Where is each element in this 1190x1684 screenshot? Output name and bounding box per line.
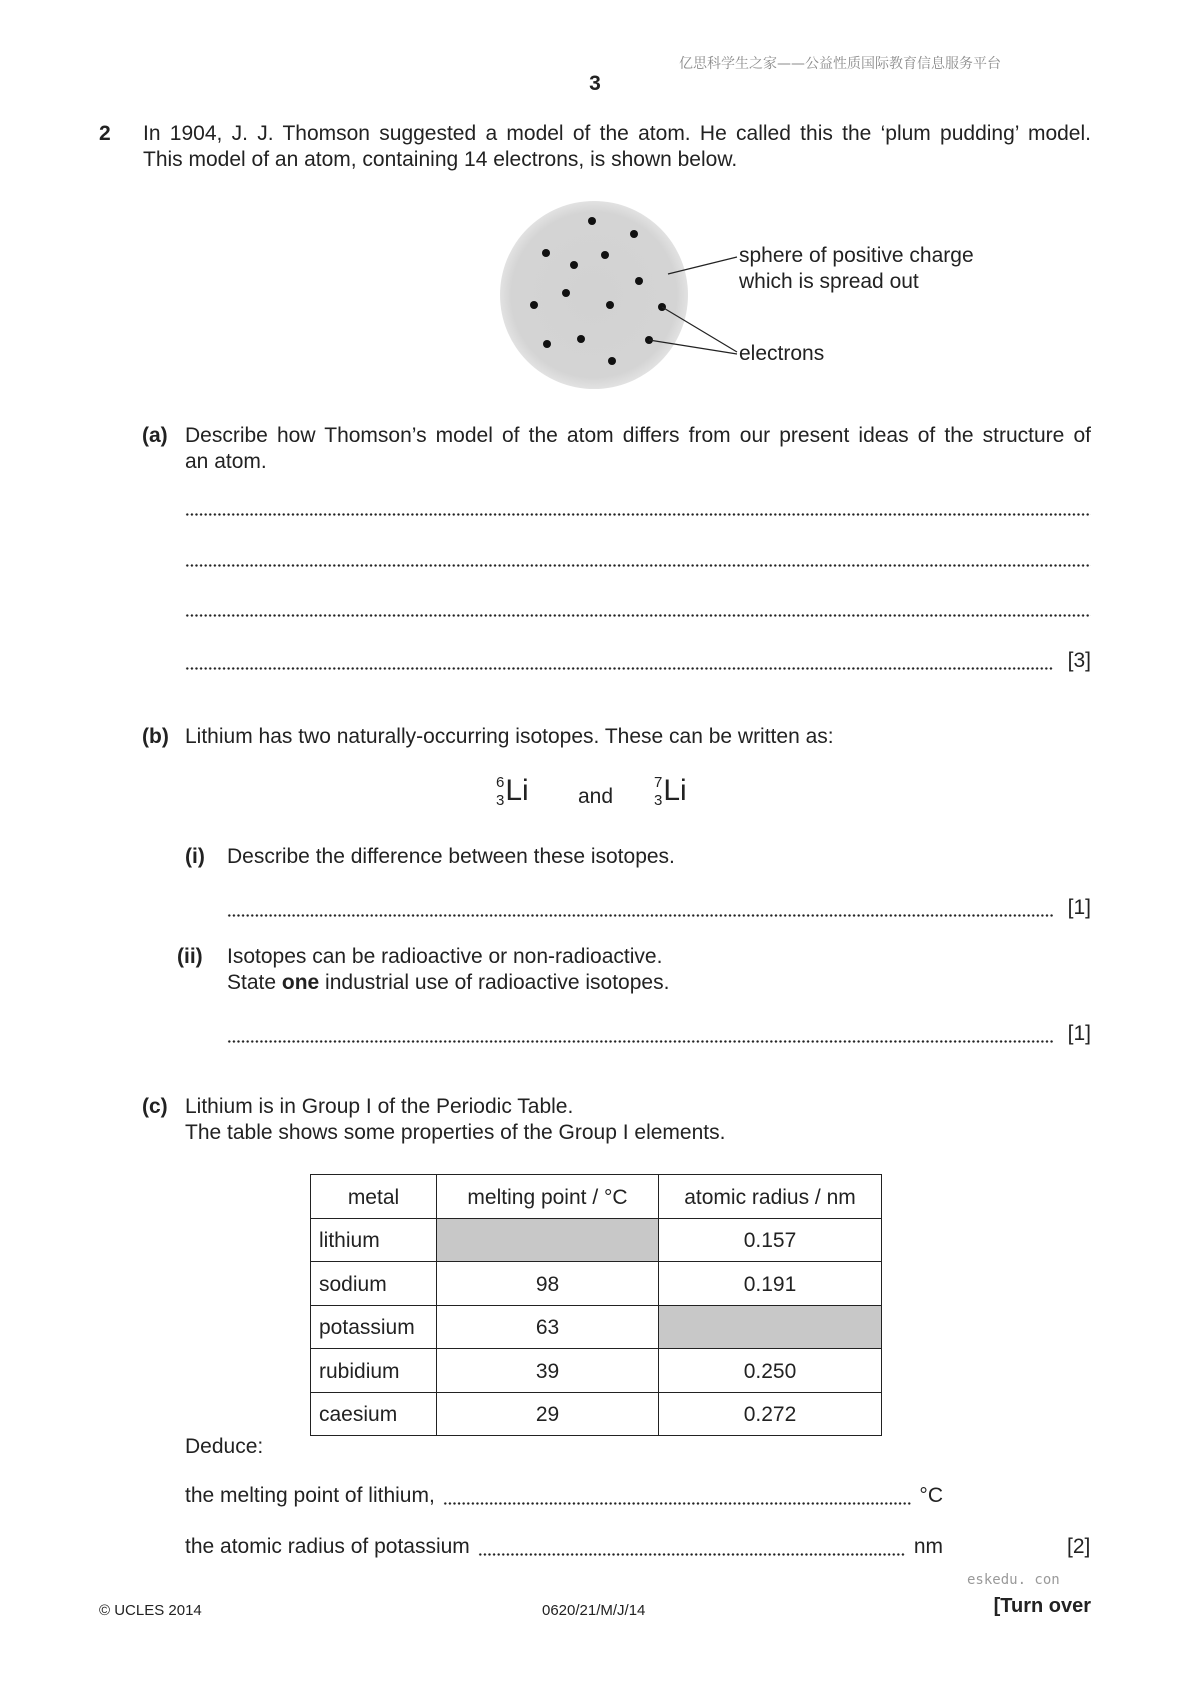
electron-dot <box>530 301 538 309</box>
positive-charge-sphere <box>500 201 688 389</box>
text-segment: State <box>227 971 282 994</box>
header-melting-point: melting point / °C <box>437 1175 659 1219</box>
electron-dot <box>606 301 614 309</box>
cell-metal: potassium <box>311 1305 437 1349</box>
deduce-unit: nm <box>913 1535 943 1558</box>
footer-turn-over: [Turn over <box>993 1595 1091 1617</box>
answer-line <box>185 545 1091 571</box>
electron-dot <box>570 261 578 269</box>
mass-number: 6 <box>496 774 505 791</box>
deduce-atomic-radius-row <box>185 1534 943 1560</box>
part-b-label: (b) <box>142 725 169 748</box>
dotted-leader <box>185 595 1091 621</box>
plum-pudding-diagram <box>0 0 1190 420</box>
deduce-prompt: the melting point of lithium, <box>185 1484 435 1507</box>
dotted-leader <box>227 895 1054 921</box>
electron-dot <box>543 340 551 348</box>
part-c-text-line-2: The table shows some properties of the Group I elements. <box>185 1121 726 1144</box>
dotted-leader <box>443 1483 912 1509</box>
deduce-melting-point-row <box>185 1483 943 1509</box>
part-b-ii-text-line-1: Isotopes can be radioactive or non-radioactive. <box>227 945 663 968</box>
dotted-leader <box>185 494 1091 520</box>
label-sphere-line-1: sphere of positive charge <box>739 244 974 267</box>
electron-dot <box>608 357 616 365</box>
table-row <box>311 1218 882 1262</box>
text-segment: industrial use of radioactive isotopes. <box>319 971 670 994</box>
question-number: 2 <box>99 122 111 145</box>
part-b-i-text: Describe the difference between these isotopes. <box>227 845 675 868</box>
cell-melting-point: 63 <box>437 1305 659 1349</box>
dotted-leader <box>478 1534 906 1560</box>
table-header-row <box>311 1175 882 1219</box>
deduce-label: Deduce: <box>185 1435 264 1458</box>
table-row <box>311 1262 882 1306</box>
electron-dot <box>601 251 609 259</box>
deduce-prompt: the atomic radius of potassium <box>185 1535 470 1558</box>
part-c-label: (c) <box>142 1095 168 1118</box>
cell-melting-point-shaded <box>437 1218 659 1262</box>
cell-metal: caesium <box>311 1392 437 1436</box>
atomic-number: 3 <box>496 792 505 809</box>
dotted-leader <box>227 1021 1054 1047</box>
footer-copyright: © UCLES 2014 <box>99 1602 202 1619</box>
part-a-text-line-1: Describe how Thomson’s model of the atom differs from our present ideas of the structure of <box>185 424 1091 447</box>
element-symbol: Li <box>505 774 529 807</box>
cell-atomic-radius-shaded <box>659 1305 882 1349</box>
footer-watermark: eskedu. con <box>967 1572 1060 1588</box>
isotope-notation <box>496 772 529 810</box>
cell-metal: rubidium <box>311 1349 437 1393</box>
answer-line <box>185 595 1091 621</box>
answer-line <box>227 895 1091 921</box>
answer-line <box>227 1021 1091 1047</box>
electron-dot <box>588 217 596 225</box>
part-a-text-line-2: an atom. <box>185 450 267 473</box>
emphasis-one: one <box>281 971 320 994</box>
cell-metal: lithium <box>311 1218 437 1262</box>
electron-dot <box>542 249 550 257</box>
isotope-notation <box>654 772 687 810</box>
label-sphere-line-2: which is spread out <box>739 270 919 293</box>
isotope-numbers <box>654 772 662 810</box>
cell-metal: sodium <box>311 1262 437 1306</box>
part-b-i-label: (i) <box>185 845 205 868</box>
mass-number: 7 <box>654 774 663 791</box>
electron-dot <box>577 335 585 343</box>
electron-dot <box>635 277 643 285</box>
table-row <box>311 1305 882 1349</box>
marks-label: [3] <box>1067 649 1091 672</box>
table-row <box>311 1349 882 1393</box>
element-symbol: Li <box>663 774 687 807</box>
table-row <box>311 1392 882 1436</box>
part-b-ii-text-line-2 <box>227 970 669 996</box>
isotope-numbers <box>496 772 504 810</box>
cell-atomic-radius: 0.157 <box>659 1218 882 1262</box>
part-b-ii-label: (ii) <box>177 945 203 968</box>
cell-melting-point: 98 <box>437 1262 659 1306</box>
footer-paper-code: 0620/21/M/J/14 <box>542 1602 646 1619</box>
part-b-text: Lithium has two naturally-occurring isotopes. These can be written as: <box>185 725 834 748</box>
label-electrons: electrons <box>739 342 825 365</box>
marks-label: [1] <box>1067 1022 1091 1045</box>
part-c-text-line-1: Lithium is in Group I of the Periodic Table. <box>185 1095 574 1118</box>
atomic-number: 3 <box>654 792 663 809</box>
answer-line <box>185 648 1091 674</box>
cell-atomic-radius: 0.272 <box>659 1392 882 1436</box>
cell-melting-point: 29 <box>437 1392 659 1436</box>
header-metal: metal <box>311 1175 437 1219</box>
electron-dot <box>630 230 638 238</box>
header-watermark: 亿思科学生之家——公益性质国际教育信息服务平台 <box>679 56 1001 72</box>
deduce-unit: °C <box>919 1484 943 1507</box>
answer-line <box>185 494 1091 520</box>
cell-melting-point: 39 <box>437 1349 659 1393</box>
marks-label: [1] <box>1067 896 1091 919</box>
page-number: 3 <box>589 72 601 95</box>
question-intro-line-1: In 1904, J. J. Thomson suggested a model of the atom. He called this the ‘plum pudding’ model. <box>143 122 1091 145</box>
group-i-properties-table <box>310 1174 882 1436</box>
part-a-label: (a) <box>142 424 168 447</box>
dotted-leader <box>185 545 1091 571</box>
isotope-conjunction: and <box>578 785 614 808</box>
dotted-leader <box>185 648 1054 674</box>
marks-label: [2] <box>1067 1535 1091 1558</box>
cell-atomic-radius: 0.250 <box>659 1349 882 1393</box>
cell-atomic-radius: 0.191 <box>659 1262 882 1306</box>
electron-dot <box>562 289 570 297</box>
question-intro-line-2: This model of an atom, containing 14 electrons, is shown below. <box>143 148 738 171</box>
header-atomic-radius: atomic radius / nm <box>659 1175 882 1219</box>
